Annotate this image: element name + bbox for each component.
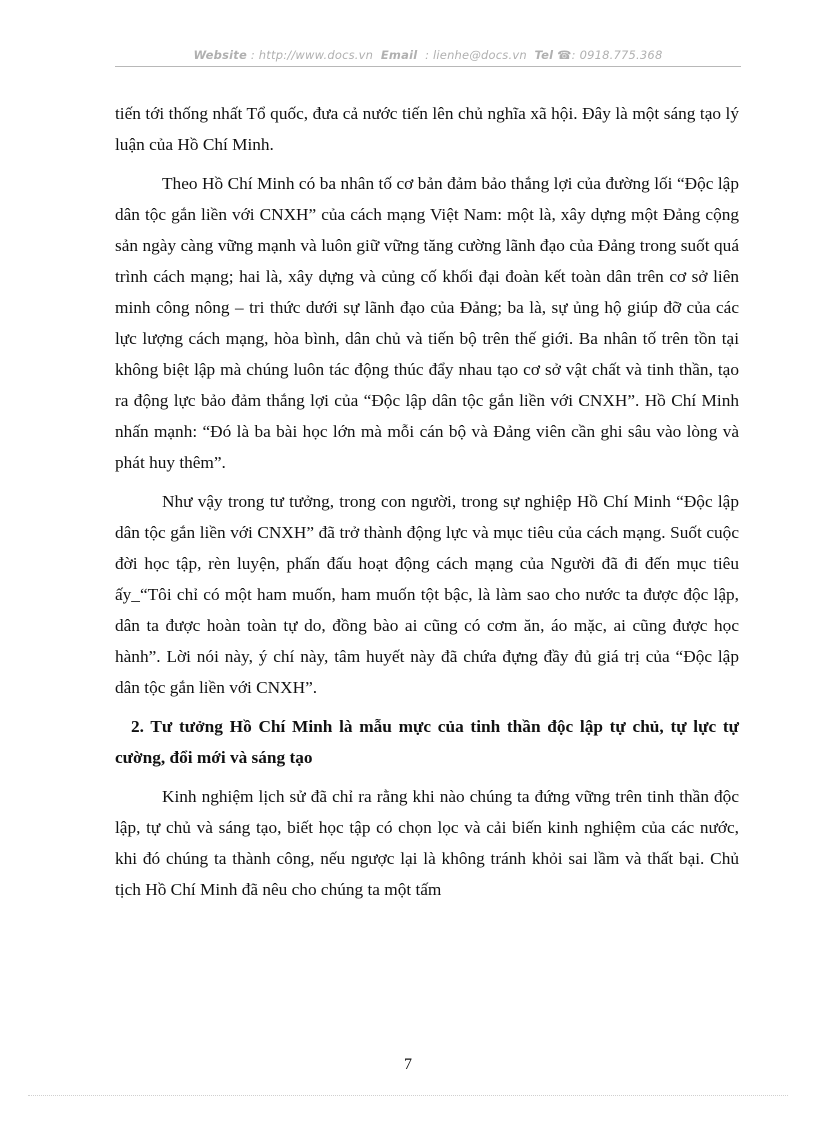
paragraph-1: tiến tới thống nhất Tổ quốc, đưa cả nước tiến lên chủ nghĩa xã hội. Đây là một sáng tạo lý luận của Hồ Chí Minh. [115, 104, 739, 154]
footer-divider [28, 1095, 788, 1096]
tel-label: Tel [534, 48, 554, 62]
phone-icon: ☎ [557, 48, 572, 62]
email-label: Email [380, 48, 418, 62]
tel-value: : 0918.775.368 [571, 48, 663, 62]
section-heading: 2. Tư tưởng Hồ Chí Minh là mẫu mực của tinh thần độc lập tự chủ, tự lực tự cường, đổi mới và sáng tạo [115, 717, 739, 767]
paragraph-3: Như vậy trong tư tưởng, trong con người, trong sự nghiệp Hồ Chí Minh “Độc lập dân tộc gắn liền với CNXH” đã trở thành động lực và mục tiêu của cách mạng. Suốt cuộc đời học tập, rèn luyện, phấn đấu hoạt động cách mạng của Người đã đi đến mục tiêu ấy_“Tôi chỉ có một ham muốn, ham muốn tột bậc, là làm sao cho nước ta được độc lập, dân ta được hoàn toàn tự do, đồng bào ai cũng có cơm ăn, áo mặc, ai cũng được học hành”. Lời nói này, ý chí này, tâm huyết này đã chứa đựng đầy đủ giá trị của “Độc lập dân tộc gắn liền với CNXH”. [115, 492, 739, 697]
paragraph-2: Theo Hồ Chí Minh có ba nhân tố cơ bản đảm bảo thắng lợi của đường lối “Độc lập dân tộc gắn liền với CNXH” của cách mạng Việt Nam: một là, xây dựng một Đảng cộng sản ngày càng vững mạnh và luôn giữ vững tăng cường lãnh đạo của Đảng trong suốt quá trình cách mạng; hai là, xây dựng và củng cố khối đại đoàn kết toàn dân trên cơ sở liên minh công nông – tri thức dưới sự lãnh đạo của Đảng; ba là, sự ủng hộ giúp đỡ của các lực lượng cách mạng, hòa bình, dân chủ và tiến bộ trên thế giới. Ba nhân tố trên tồn tại không biệt lập mà chúng luôn tác động thúc đẩy nhau tạo cơ sở vật chất và tinh thần, tạo ra động lực bảo đảm thắng lợi của “Độc lập dân tộc gắn liền với CNXH”. Hồ Chí Minh nhấn mạnh: “Đó là ba bài học lớn mà mỗi cán bộ và Đảng viên cần ghi sâu vào lòng và phát huy thêm”. [115, 174, 739, 472]
website-value: : http://www.docs.vn [250, 48, 374, 62]
page-number: 7 [404, 1056, 412, 1073]
email-value: : lienhe@docs.vn [425, 48, 527, 62]
document-body [115, 98, 739, 905]
header-divider [115, 66, 741, 67]
paragraph-4: Kinh nghiệm lịch sử đã chỉ ra rằng khi nào chúng ta đứng vững trên tinh thần độc lập, tự chủ và sáng tạo, biết học tập có chọn lọc và cải biến kinh nghiệm của các nước, khi đó chúng ta thành công, nếu ngược lại là không tránh khỏi sai lầm và thất bại. Chủ tịch Hồ Chí Minh đã nêu cho chúng ta một tấm [115, 787, 739, 899]
website-label: Website [193, 48, 247, 62]
page-header [115, 48, 741, 66]
